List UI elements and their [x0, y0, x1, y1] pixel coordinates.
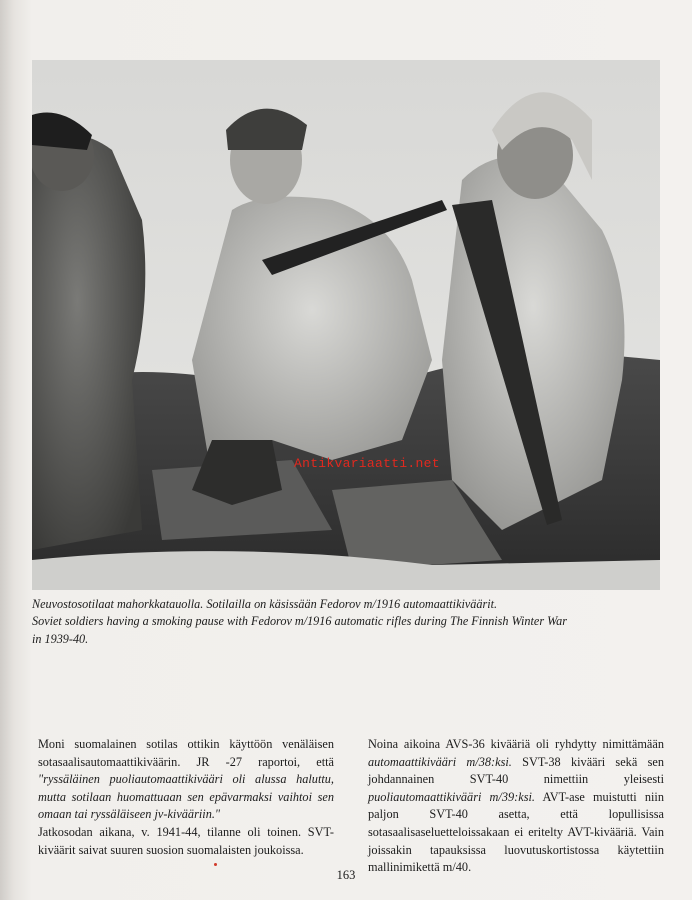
paragraph-2: Jatkosodan aikana, v. 1941-44, tilanne oli toinen. SVT-kiväärit saivat suuren suosion suomalaisten joukoissa.	[38, 824, 334, 857]
paragraph-3-text-e: AVT-ase muistutti niin paljon SVT-40 asetta, että lopullisissa sotasaalisaseluetteloissakaan ei eritelty AVT-kivääriä. Vain joissakin tapauksissa luovutuskortistossa käytettiin mallinimikettä m/40.	[368, 789, 664, 875]
paragraph-1	[38, 736, 334, 824]
ink-dot	[214, 863, 217, 866]
historical-photo	[32, 60, 660, 590]
paragraph-3-italic-b: automaattikivääri m/38:ksi.	[368, 754, 512, 769]
page-number: 163	[336, 868, 356, 882]
paragraph-3	[368, 736, 664, 877]
caption-line-finnish: Neuvostosotilaat mahorkkatauolla. Sotilailla on käsissään Fedorov m/1916 automaattikiväärit.	[32, 597, 498, 611]
paragraph-1-quote: "ryssäläinen puoliautomaattikivääri oli alussa haluttu, mutta sotilaan huomattuaan sen epävarmaksi vaihtoi sen omaan tai ryssäläiseen jv-kivääriin."	[38, 772, 334, 822]
text-column-right	[368, 736, 664, 877]
photo-caption	[32, 596, 662, 648]
caption-line-english-2: in 1939-40.	[32, 631, 89, 646]
paragraph-1-text: Moni suomalainen sotilas ottikin käyttöön venäläisen sotasaalisautomaattikiväärin. JR -27 raportoi, että	[38, 737, 334, 769]
watermark-text: Antikvariaatti.net	[294, 456, 440, 471]
paragraph-3-text-a: Noina aikoina AVS-36 kivääriä oli ryhdytty nimittämään	[368, 737, 664, 751]
caption-line-english-1: Soviet soldiers having a smoking pause with Fedorov m/1916 automatic rifles during The Finnish Winter War	[32, 614, 567, 629]
paragraph-3-text-c: SVT-38 kivääri sekä sen johdannainen SVT-40 nimettiin yleisesti	[368, 754, 664, 787]
soldier-left	[32, 135, 145, 550]
paragraph-3-italic-d: puoliautomaattikivääri m/39:ksi.	[368, 789, 535, 804]
photo-illustration	[32, 60, 660, 590]
text-column-left	[38, 736, 334, 859]
